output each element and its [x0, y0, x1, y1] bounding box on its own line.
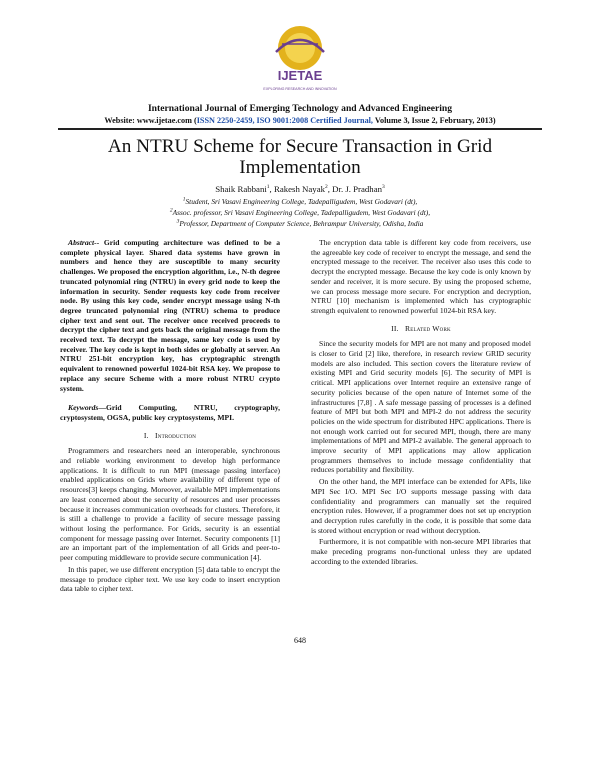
section-2-title: Related Work — [405, 323, 451, 333]
section-1-title: Introduction — [155, 430, 197, 440]
intro-paragraph-3: The encryption data table is different key code from receivers, use the agreeable key code of receiver to encrypt the message, and send the encrypted message to the receiver. The receiver also uses this code to decrypt the encrypted message. Because the key code is only known by sender and receiver, it is more secure. By using the proposed scheme, we can process message more secure. For encryption and decryption, NTRU [10] mechanism is implemented which has cryptographic strength equivalent to renowned powerful 1024-bit RSA key. — [311, 238, 531, 315]
section-1-number: I. — [143, 430, 149, 440]
right-column — [311, 238, 531, 567]
author-list — [0, 184, 600, 194]
abstract-text: Grid computing architecture was defined to be a complete physical layer. Shared data systems have grown in numbers and hence they are susceptible to many security challenges. We proposed the encryption algorithm, i.e., N-th degree truncated polynomial ring (NTRU) in every grid node to keep the information in security. Sender requests key code from receiver node. By using this key code, sender encrypt message using N-th degree truncated polynomial ring (NTRU) schema to produce cipher text and sent out. The receiver once received proceeds to decrypt the cipher text and gets back the original message from the received text. To decrypt the message, same key code is used by receiver. The key code is kept in both sides or globally at server. An NTRU 251-bit encryption key, has cryptographic strength equivalent to renowned powerful 1024-bit RSA key. We propose to replace any secure Scheme with a more robust NTRU crypto system. — [60, 238, 280, 393]
affiliation-3 — [0, 219, 600, 228]
affiliation-2 — [0, 208, 600, 217]
author-3-sup: 3 — [382, 184, 385, 191]
affiliation-2-sup: 2 — [169, 207, 173, 214]
author-2-sup: 2 — [325, 184, 328, 191]
author-1-sup: 1 — [266, 184, 270, 191]
author-1: Shaik Rabbani — [215, 184, 267, 194]
header-divider — [58, 128, 542, 130]
journal-name: International Journal of Emerging Technology and Advanced Engineering — [147, 103, 453, 114]
affiliation-1-text: Student, Sri Vasavi Engineering College, Tadepalligudem, West Godavari (dt), — [185, 197, 418, 206]
author-3: , Dr. J. Pradhan — [327, 184, 382, 194]
paper-title-line-1: An NTRU Scheme for Secure Transaction in Grid — [107, 136, 493, 157]
logo-tagline: EXPLORING RESEARCH AND INNOVATION — [263, 87, 337, 91]
affiliation-2-text: Assoc. professor, Sri Vasavi Engineering College, Tadepalligudem, West Godavari (dt), — [172, 208, 431, 217]
related-work-paragraph-3: Furthermore, it is not compatible with non-secure MPI libraries that make preceding programs non-functional unless they are updated according to the extended libraries. — [311, 537, 531, 566]
related-work-paragraph-1: Since the security models for MPI are not many and proposed model is closer to Grid [2] like, therefore, in research review GRID security models are also included. This section covers the literature review of existing MPI and Grid security models [6]. The security of MPI is critical. MPI applications over Internet require an extensive range of security policies because of the open nature of Internet some of the infrastructures [7,8] . A safe message passing of processes is a defined feature of MPI but both MPI and MPI-2 do not address the security policies on the wide spectrum for distributed HPC applications. There is not enough work carried out for secured MPI, though, there are many implementations of MPI and MPI-2 available. The general approach to improve security of MPI applications may allow application programmers themselves to include message confidentiality that reduces portability and flexibility. — [311, 339, 531, 475]
left-column — [60, 238, 280, 594]
abstract-lead: Abstract-- — [68, 238, 100, 247]
keywords-text: —Grid Computing, NTRU, cryptography, cryptosystem, OGSA, public key cryptosystems, MPI. — [60, 403, 280, 422]
affiliation-3-text: Professor, Department of Computer Science, Behrampur University, Odisha, India — [179, 219, 424, 228]
author-2: , Rakesh Nayak — [269, 184, 325, 194]
logo-text: IJETAE — [277, 68, 323, 83]
intro-paragraph-1: Programmers and researchers need an interoperable, synchronous and reliable working environment to develop high performance applications. It is difficult to run MPI (message passing interface) enabled applications on Grids where availability of different type of resources[3] keeps changing. Moreover, available MPI implementations are least concerned about the security of resources and user processes because it increases communication overheads for clusters. Therefore, it is still a challenge to provide a facility of secure message passing without losing the performance. For Grids, security is an essential component for message passing over Internet. Security components [1] are an important part of the implementation of all Grids and peer-to-peer computing middleware to provide secure communication [4]. — [60, 446, 280, 563]
section-heading-related-work — [311, 324, 531, 334]
section-heading-introduction — [60, 431, 280, 441]
abstract — [60, 238, 280, 393]
issn-link[interactable]: ISSN 2250-2459, ISO 9001:2008 Certified Journal, — [196, 116, 373, 125]
website-suffix: Volume 3, Issue 2, February, 2013) — [372, 116, 496, 125]
logo-emblem-icon — [262, 22, 338, 94]
website-prefix: Website: www.ijetae.com ( — [104, 116, 197, 125]
paper-title-line-2: Implementation — [239, 157, 361, 178]
intro-paragraph-2: In this paper, we use different encryption [5] data table to encrypt the message to produce cipher text. We use key code to insert encryption data table to cipher text. — [60, 564, 280, 594]
section-2-number: II. — [391, 323, 399, 333]
affiliation-3-sup: 3 — [176, 218, 180, 225]
keywords — [60, 403, 280, 422]
related-work-paragraph-2: On the other hand, the MPI interface can be extended for APIs, like MPI Sec I/O. MPI Sec I/O supports message passing with data confidentiality and programmers can manually set the required encryption rules. However, if a programmer does not set up encryption and decryption rules carefully in the code, it is possible that some data is stored without encryption or read without decryption. — [311, 477, 531, 535]
journal-logo — [262, 22, 338, 94]
affiliation-1 — [0, 197, 600, 206]
affiliation-1-sup: 1 — [182, 196, 186, 203]
keywords-lead: Keywords — [68, 403, 99, 413]
journal-website-line — [0, 116, 600, 125]
page-number: 648 — [294, 636, 306, 645]
paper-title — [40, 136, 560, 178]
